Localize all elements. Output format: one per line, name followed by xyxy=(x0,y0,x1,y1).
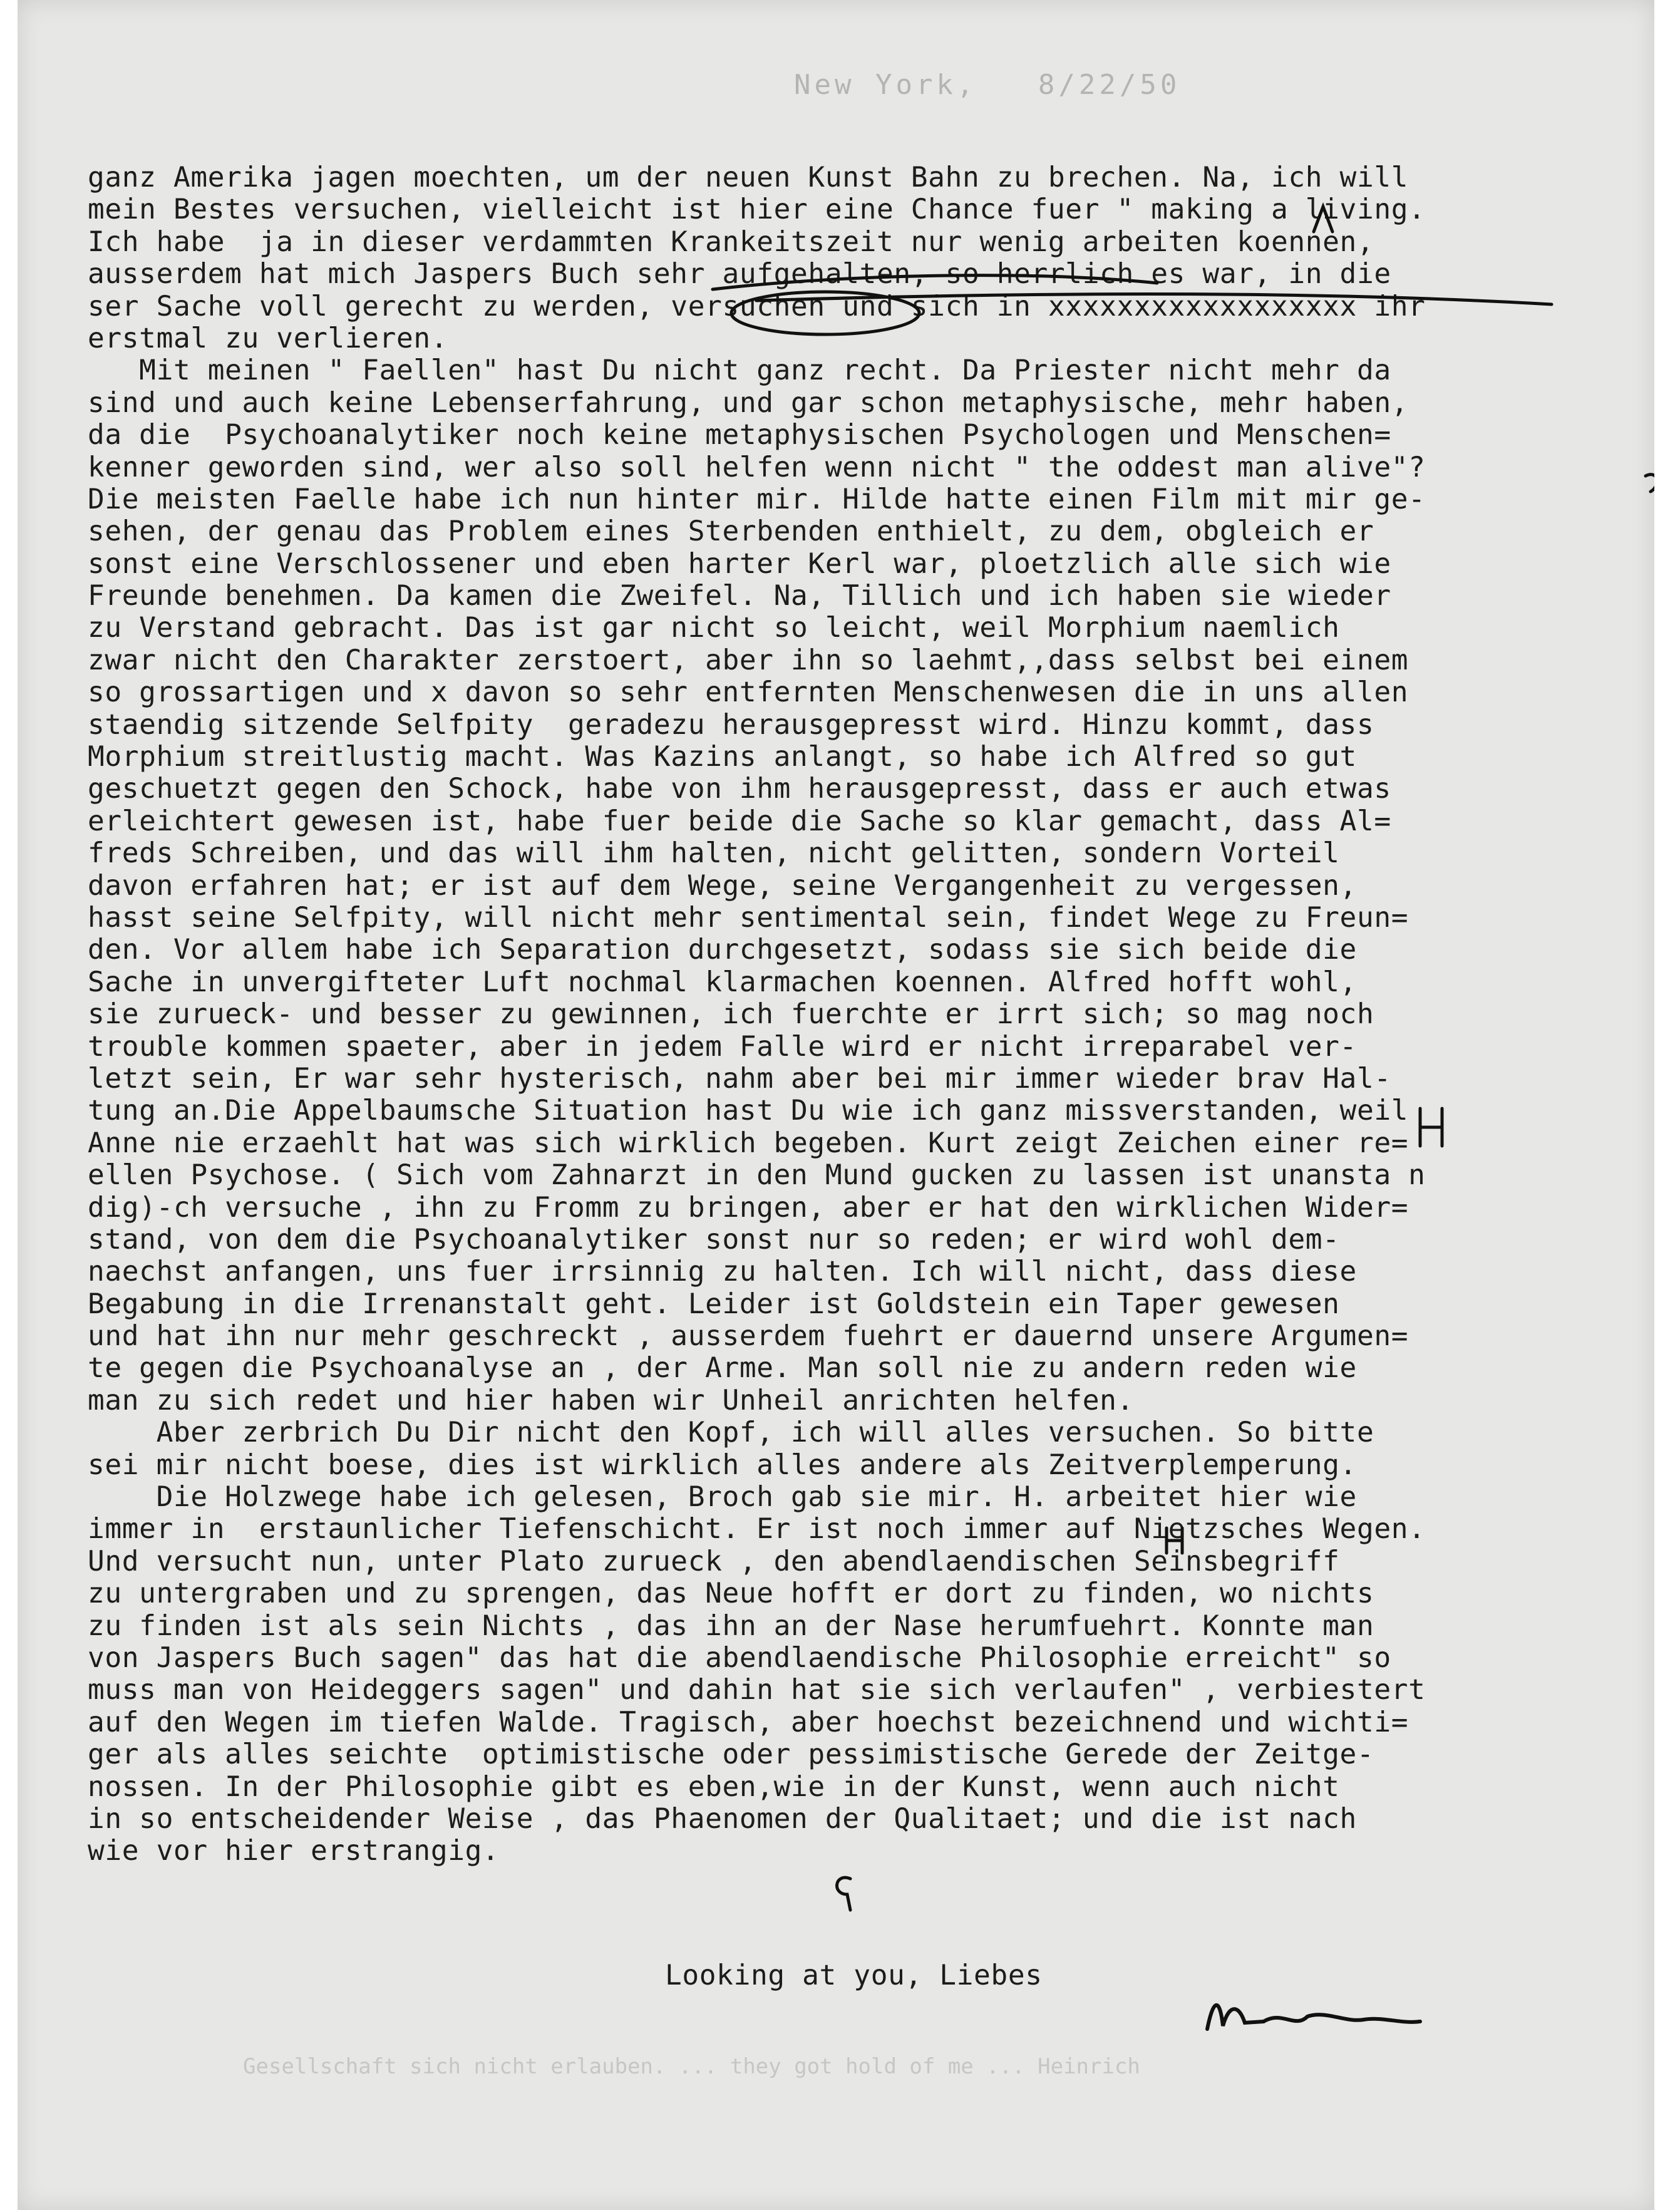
text-line: ser Sache voll gerecht zu werden, versuchen und sich in xxxxxxxxxxxxxxxxxx ihr xyxy=(88,290,1426,323)
text-line: sehen, der genau das Problem eines Sterbenden enthielt, zu dem, obgleich er xyxy=(88,515,1374,548)
text-line: erleichtert gewesen ist, habe fuer beide die Sache so klar gemacht, dass Al= xyxy=(88,805,1391,837)
letter-page xyxy=(18,0,1654,2210)
typed-letter-body xyxy=(88,162,1634,1867)
text-line: Begabung in die Irrenanstalt geht. Leider ist Goldstein ein Taper gewesen xyxy=(88,1288,1340,1320)
text-line: kenner geworden sind, wer also soll helfen wenn nicht " the oddest man alive"? xyxy=(88,451,1426,483)
text-line: Die Holzwege habe ich gelesen, Broch gab sie mir. H. arbeitet hier wie xyxy=(88,1481,1357,1514)
text-line: Anne nie erzaehlt hat was sich wirklich begeben. Kurt zeigt Zeichen einer re= xyxy=(88,1127,1409,1159)
text-line: den. Vor allem habe ich Separation durchgesetzt, sodass sie sich beide die xyxy=(88,934,1357,966)
text-line: so grossartigen und x davon so sehr entfernten Menschenwesen die in uns allen xyxy=(88,676,1409,709)
text-line: auf den Wegen im tiefen Walde. Tragisch, aber hoechst bezeichnend und wichti= xyxy=(88,1706,1409,1738)
text-line: hasst seine Selfpity, will nicht mehr sentimental sein, findet Wege zu Freun= xyxy=(88,901,1409,934)
text-line: ellen Psychose. ( Sich vom Zahnarzt in den Mund gucken zu lassen ist unansta n xyxy=(88,1159,1426,1192)
text-line: nossen. In der Philosophie gibt es eben,wie in der Kunst, wenn auch nicht xyxy=(88,1770,1340,1803)
text-line: trouble kommen spaeter, aber in jedem Falle wird er nicht irreparabel ver- xyxy=(88,1030,1357,1063)
text-line: in so entscheidender Weise , das Phaenomen der Qualitaet; und die ist nach xyxy=(88,1802,1357,1835)
text-line: ausserdem hat mich Jaspers Buch sehr aufgehalten, so herrlich es war, in die xyxy=(88,258,1391,291)
text-line: Aber zerbrich Du Dir nicht den Kopf, ich will alles versuchen. So bitte xyxy=(88,1417,1374,1449)
text-line: Ich habe ja in dieser verdammten Krankeitszeit nur wenig arbeiten koennen, xyxy=(88,225,1374,258)
pen-question-stroke xyxy=(1646,475,1654,492)
text-line: sei mir nicht boese, dies ist wirklich alles andere als Zeitverplemperung. xyxy=(88,1448,1357,1481)
text-line: mein Bestes versuchen, vielleicht ist hier eine Chance fuer " making a living. xyxy=(88,194,1426,226)
text-line: Freunde benehmen. Da kamen die Zweifel. Na, Tillich und ich haben sie wieder xyxy=(88,580,1391,612)
text-line: zu untergraben und zu sprengen, das Neue hofft er dort zu finden, wo nichts xyxy=(88,1577,1374,1610)
bleed-through-header: New York, 8/22/50 xyxy=(794,69,1181,101)
text-line: davon erfahren hat; er ist auf dem Wege, seine Vergangenheit zu vergessen, xyxy=(88,869,1357,902)
pen-g-stroke xyxy=(837,1877,850,1910)
text-line: zu Verstand gebracht. Das ist gar nicht so leicht, weil Morphium naemlich xyxy=(88,612,1340,644)
text-line: immer in erstaunlicher Tiefenschicht. Er ist noch immer auf Nietzsches Wegen. xyxy=(88,1513,1426,1546)
text-line: Die meisten Faelle habe ich nun hinter mir. Hilde hatte einen Film mit mir ge- xyxy=(88,483,1426,515)
text-line: te gegen die Psychoanalyse an , der Arme. Man soll nie zu andern reden wie xyxy=(88,1352,1357,1385)
text-line: letzt sein, Er war sehr hysterisch, nahm aber bei mir immer wieder brav Hal- xyxy=(88,1062,1391,1095)
text-line: Und versucht nun, unter Plato zurueck , den abendlaendischen Seinsbegriff xyxy=(88,1545,1340,1577)
text-line: staendig sitzende Selfpity geradezu herausgepresst wird. Hinzu kommt, dass xyxy=(88,708,1374,741)
text-line: zu finden ist als sein Nichts , das ihn an der Nase herumfuehrt. Konnte man xyxy=(88,1609,1374,1642)
text-line: sie zurueck- und besser zu gewinnen, ich fuerchte er irrt sich; so mag noch xyxy=(88,998,1374,1031)
text-line: ganz Amerika jagen moechten, um der neuen Kunst Bahn zu brechen. Na, ich will xyxy=(88,162,1409,194)
text-line: dig)-ch versuche , ihn zu Fromm zu bringen, aber er hat den wirklichen Wider= xyxy=(88,1191,1409,1224)
text-line: tung an.Die Appelbaumsche Situation hast Du wie ich ganz missverstanden, weil xyxy=(88,1095,1409,1127)
text-line: Morphium streitlustig macht. Was Kazins anlangt, so habe ich Alfred so gut xyxy=(88,741,1357,773)
text-line: naechst anfangen, uns fuer irrsinnig zu halten. Ich will nicht, dass diese xyxy=(88,1256,1357,1288)
text-line: sind und auch keine Lebenserfahrung, und gar schon metaphysische, mehr haben, xyxy=(88,386,1409,419)
bleed-through-footer: Gesellschaft sich nicht erlauben. ... they got hold of me ... Heinrich xyxy=(243,2054,1140,2079)
text-line: man zu sich redet und hier haben wir Unheil anrichten helfen. xyxy=(88,1384,1134,1417)
text-line: erstmal zu verlieren. xyxy=(88,322,448,354)
text-line: sonst eine Verschlossener und eben harter Kerl war, ploetzlich alle sich wie xyxy=(88,547,1391,580)
text-line: muss man von Heideggers sagen" und dahin hat sie sich verlaufen" , verbiestert xyxy=(88,1674,1426,1707)
text-line: Mit meinen " Faellen" hast Du nicht ganz recht. Da Priester nicht mehr da xyxy=(88,354,1391,387)
signature-mark xyxy=(1201,1985,1426,2042)
closing-line: Looking at you, Liebes xyxy=(665,1960,1043,1991)
text-line: von Jaspers Buch sagen" das hat die abendlaendische Philosophie erreicht" so xyxy=(88,1641,1391,1674)
text-line: zwar nicht den Charakter zerstoert, aber ihn so laehmt,,dass selbst bei einem xyxy=(88,644,1409,676)
text-line: freds Schreiben, und das will ihm halten, nicht gelitten, sondern Vorteil xyxy=(88,837,1340,870)
text-line: geschuetzt gegen den Schock, habe von ihm herausgepresst, dass er auch etwas xyxy=(88,773,1391,805)
text-line: stand, von dem die Psychoanalytiker sonst nur so reden; er wird wohl dem- xyxy=(88,1223,1340,1256)
text-line: da die Psychoanalytiker noch keine metaphysischen Psychologen und Menschen= xyxy=(88,419,1391,452)
text-line: ger als alles seichte optimistische oder pessimistische Gerede der Zeitge- xyxy=(88,1738,1374,1771)
text-line: Sache in unvergifteter Luft nochmal klarmachen koennen. Alfred hofft wohl, xyxy=(88,966,1357,998)
text-line: und hat ihn nur mehr geschreckt , ausserdem fuehrt er dauernd unsere Argumen= xyxy=(88,1320,1409,1353)
text-line: wie vor hier erstrangig. xyxy=(88,1835,500,1867)
